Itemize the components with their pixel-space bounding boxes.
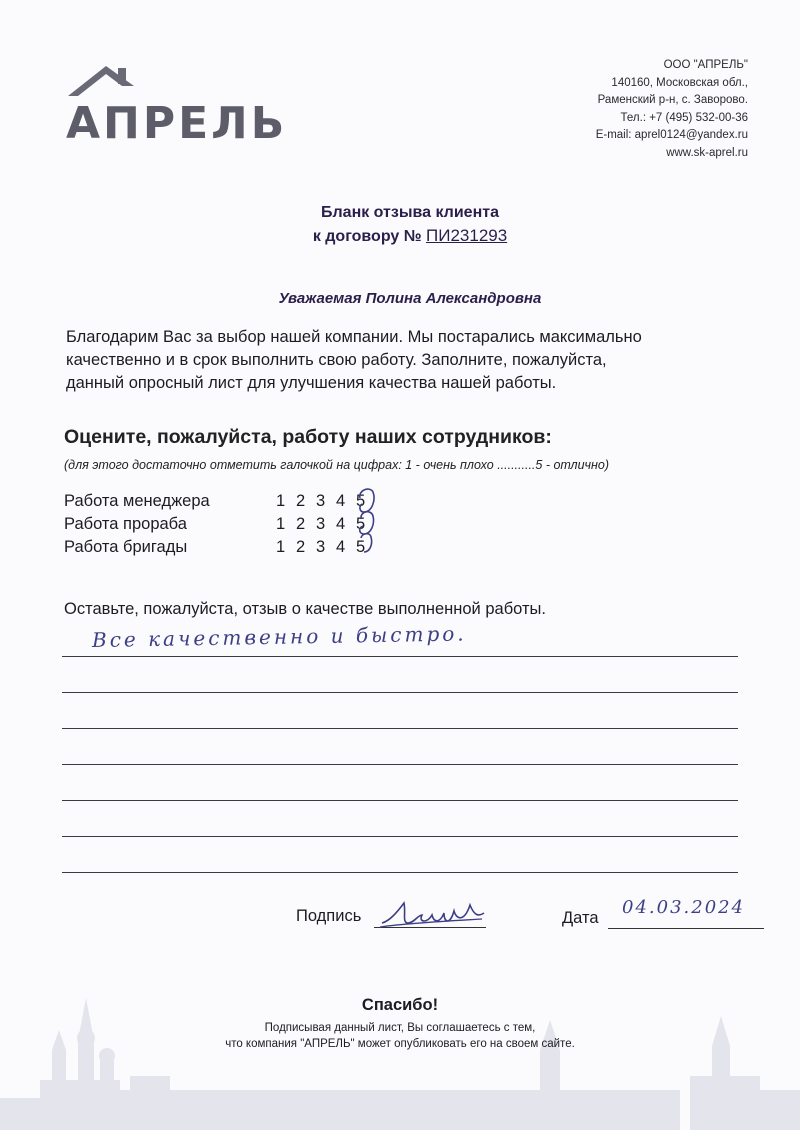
score-option[interactable]: 2: [296, 515, 306, 533]
score-option[interactable]: 5: [356, 515, 366, 533]
greeting: Уважаемая Полина Александровна: [278, 290, 542, 307]
intro-line: данный опросный лист для улучшения качества нашей работы.: [66, 374, 557, 392]
handwritten-circle-mark-icon: [356, 532, 378, 562]
rating-row-label: Работа бригады: [64, 538, 188, 556]
company-phone: Тел.: +7 (495) 532-00-36: [620, 111, 748, 124]
review-line: [62, 692, 738, 693]
review-line: [62, 800, 738, 801]
intro-paragraph: [66, 326, 756, 395]
company-logo-text: АПРЕЛЬ: [66, 98, 288, 149]
contract-number: ПИ231293: [426, 226, 508, 245]
contract-prefix: к договору №: [312, 228, 422, 245]
score-option[interactable]: 2: [296, 538, 306, 556]
handwritten-signature-icon: [378, 893, 488, 939]
contract-line: [0, 226, 800, 246]
score-option[interactable]: 2: [296, 492, 306, 510]
consent-line: что компания "АПРЕЛЬ" может опубликовать его на своем сайте.: [225, 1038, 575, 1050]
score-option[interactable]: 3: [316, 538, 326, 556]
date-line: [608, 928, 764, 929]
consent-line: Подписывая данный лист, Вы соглашаетесь с тем,: [264, 1022, 536, 1034]
rating-row-foreman: [64, 515, 404, 537]
form-title: Бланк отзыва клиента: [321, 204, 499, 221]
company-address-line1: 140160, Московская обл.,: [611, 76, 748, 89]
score-option[interactable]: 5: [356, 538, 366, 556]
rating-note: (для этого достаточно отметить галочкой на цифрах: 1 - очень плохо ...........5 - отлично): [64, 458, 610, 472]
score-option[interactable]: 4: [336, 515, 346, 533]
score-option[interactable]: 1: [276, 492, 286, 510]
rating-row-manager: [64, 492, 404, 514]
score-option[interactable]: 3: [316, 492, 326, 510]
company-email: E-mail: aprel0124@yandex.ru: [595, 129, 748, 141]
rating-row-label: Работа прораба: [64, 515, 187, 533]
review-line: [62, 728, 738, 729]
intro-line: Благодарим Вас за выбор нашей компании. Мы постарались максимально: [66, 328, 642, 346]
score-option[interactable]: 4: [336, 538, 346, 556]
rating-row-crew: [64, 538, 404, 560]
review-line: [62, 872, 738, 873]
review-line: [62, 656, 738, 657]
company-address-line2: Раменский р-н, с. Заворово.: [597, 94, 748, 106]
review-label: Оставьте, пожалуйста, отзыв о качестве выполненной работы.: [64, 600, 546, 618]
date-handwritten-value[interactable]: 04.03.2024: [622, 897, 746, 918]
review-line: [62, 764, 738, 765]
thanks-text: Спасибо!: [361, 996, 439, 1014]
score-option[interactable]: 3: [316, 515, 326, 533]
rating-heading: Оцените, пожалуйста, работу наших сотрудников:: [64, 426, 552, 448]
review-line: [62, 836, 738, 837]
score-option[interactable]: 1: [276, 515, 286, 533]
rating-row-label: Работа менеджера: [64, 492, 210, 510]
signature-label: Подпись: [296, 907, 362, 925]
score-option[interactable]: 1: [276, 538, 286, 556]
company-contacts: [488, 57, 748, 162]
company-website: www.sk-aprel.ru: [666, 146, 748, 159]
company-name: ООО "АПРЕЛЬ": [663, 59, 748, 71]
review-handwritten-text[interactable]: Все качественно и быстро.: [91, 621, 467, 652]
date-label: Дата: [562, 909, 599, 927]
intro-line: качественно и в срок выполнить свою работу. Заполните, пожалуйста,: [66, 351, 607, 369]
score-option[interactable]: 5: [356, 492, 366, 510]
score-option[interactable]: 4: [336, 492, 346, 510]
